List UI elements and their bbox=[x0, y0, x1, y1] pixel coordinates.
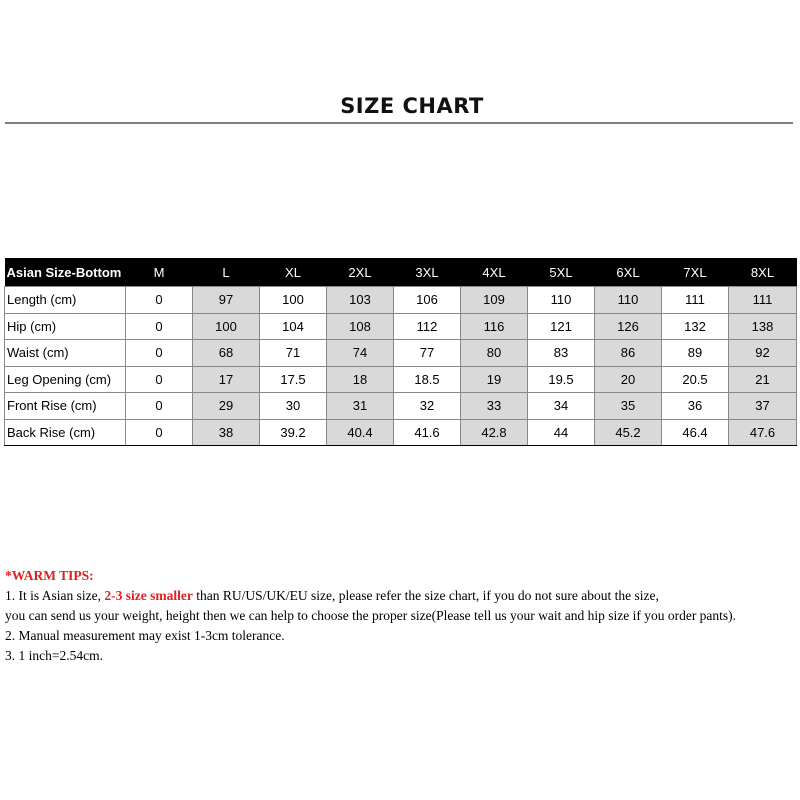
table-cell: 103 bbox=[327, 287, 394, 314]
page-title: SIZE CHART bbox=[340, 94, 484, 118]
table-cell: 19.5 bbox=[528, 366, 595, 393]
table-header-cell: 6XL bbox=[595, 258, 662, 287]
table-cell: 104 bbox=[260, 313, 327, 340]
table-cell: 47.6 bbox=[729, 419, 797, 446]
row-label: Hip (cm) bbox=[5, 313, 126, 340]
table-row bbox=[5, 313, 797, 340]
table-cell: 80 bbox=[461, 340, 528, 367]
table-cell: 77 bbox=[394, 340, 461, 367]
table-cell: 41.6 bbox=[394, 419, 461, 446]
table-header-row bbox=[5, 258, 797, 287]
table-cell: 100 bbox=[193, 313, 260, 340]
table-cell: 86 bbox=[595, 340, 662, 367]
table-cell: 100 bbox=[260, 287, 327, 314]
table-cell: 17.5 bbox=[260, 366, 327, 393]
table-header-cell: XL bbox=[260, 258, 327, 287]
table-cell: 121 bbox=[528, 313, 595, 340]
table-cell: 39.2 bbox=[260, 419, 327, 446]
table-cell: 40.4 bbox=[327, 419, 394, 446]
table-cell: 20.5 bbox=[662, 366, 729, 393]
table-cell: 111 bbox=[662, 287, 729, 314]
table-cell: 68 bbox=[193, 340, 260, 367]
table-cell: 112 bbox=[394, 313, 461, 340]
tip-1-text-end: than RU/US/UK/EU size, please refer the size chart, if you do not sure about the size, bbox=[192, 588, 659, 603]
table-cell: 138 bbox=[729, 313, 797, 340]
table-row bbox=[5, 287, 797, 314]
tip-3: 3. 1 inch=2.54cm. bbox=[5, 648, 103, 663]
table-header-cell: 8XL bbox=[729, 258, 797, 287]
tip-1-text-start: 1. It is Asian size, bbox=[5, 588, 105, 603]
table-cell: 0 bbox=[126, 287, 193, 314]
table-cell: 89 bbox=[662, 340, 729, 367]
table-cell: 83 bbox=[528, 340, 595, 367]
table-cell: 126 bbox=[595, 313, 662, 340]
table-cell: 18 bbox=[327, 366, 394, 393]
table-cell: 132 bbox=[662, 313, 729, 340]
row-label: Front Rise (cm) bbox=[5, 393, 126, 420]
table-cell: 42.8 bbox=[461, 419, 528, 446]
table-header-cell: M bbox=[126, 258, 193, 287]
table-cell: 74 bbox=[327, 340, 394, 367]
table-cell: 33 bbox=[461, 393, 528, 420]
table-cell: 111 bbox=[729, 287, 797, 314]
table-cell: 106 bbox=[394, 287, 461, 314]
table-cell: 46.4 bbox=[662, 419, 729, 446]
warm-tips bbox=[5, 566, 800, 666]
table-header-cell: 7XL bbox=[662, 258, 729, 287]
table-row bbox=[5, 366, 797, 393]
table-cell: 0 bbox=[126, 340, 193, 367]
table-cell: 32 bbox=[394, 393, 461, 420]
row-label: Waist (cm) bbox=[5, 340, 126, 367]
table-cell: 30 bbox=[260, 393, 327, 420]
table-cell: 116 bbox=[461, 313, 528, 340]
table-header-cell: 5XL bbox=[528, 258, 595, 287]
table-header-cell: Asian Size-Bottom bbox=[5, 258, 126, 287]
tip-1-highlight: 2-3 size smaller bbox=[104, 588, 193, 603]
table-cell: 110 bbox=[595, 287, 662, 314]
table-cell: 34 bbox=[528, 393, 595, 420]
table-cell: 0 bbox=[126, 313, 193, 340]
table-row bbox=[5, 419, 797, 446]
table-cell: 35 bbox=[595, 393, 662, 420]
table-cell: 45.2 bbox=[595, 419, 662, 446]
table-cell: 20 bbox=[595, 366, 662, 393]
row-label: Back Rise (cm) bbox=[5, 419, 126, 446]
table-header-cell: 2XL bbox=[327, 258, 394, 287]
title-divider bbox=[5, 122, 793, 124]
table-row bbox=[5, 393, 797, 420]
table-cell: 44 bbox=[528, 419, 595, 446]
table-header-cell: L bbox=[193, 258, 260, 287]
table-cell: 29 bbox=[193, 393, 260, 420]
table-header-cell: 3XL bbox=[394, 258, 461, 287]
table-cell: 108 bbox=[327, 313, 394, 340]
tip-1-continued: you can send us your weight, height then we can help to choose the proper size(Please tell us your wait and hip size if you order pants). bbox=[5, 608, 737, 623]
table-header-cell: 4XL bbox=[461, 258, 528, 287]
tip-1 bbox=[5, 586, 800, 606]
table-cell: 21 bbox=[729, 366, 797, 393]
tips-heading: *WARM TIPS: bbox=[5, 568, 94, 583]
table-cell: 71 bbox=[260, 340, 327, 367]
table-cell: 0 bbox=[126, 366, 193, 393]
table-cell: 0 bbox=[126, 393, 193, 420]
table-cell: 110 bbox=[528, 287, 595, 314]
size-chart-table bbox=[4, 258, 797, 446]
table-cell: 37 bbox=[729, 393, 797, 420]
table-cell: 38 bbox=[193, 419, 260, 446]
table-cell: 19 bbox=[461, 366, 528, 393]
table-cell: 17 bbox=[193, 366, 260, 393]
table-cell: 36 bbox=[662, 393, 729, 420]
table-cell: 92 bbox=[729, 340, 797, 367]
table-cell: 18.5 bbox=[394, 366, 461, 393]
table-cell: 0 bbox=[126, 419, 193, 446]
table-cell: 109 bbox=[461, 287, 528, 314]
row-label: Length (cm) bbox=[5, 287, 126, 314]
table-cell: 97 bbox=[193, 287, 260, 314]
table-row bbox=[5, 340, 797, 367]
row-label: Leg Opening (cm) bbox=[5, 366, 126, 393]
table-cell: 31 bbox=[327, 393, 394, 420]
tip-2: 2. Manual measurement may exist 1-3cm tolerance. bbox=[5, 628, 285, 643]
